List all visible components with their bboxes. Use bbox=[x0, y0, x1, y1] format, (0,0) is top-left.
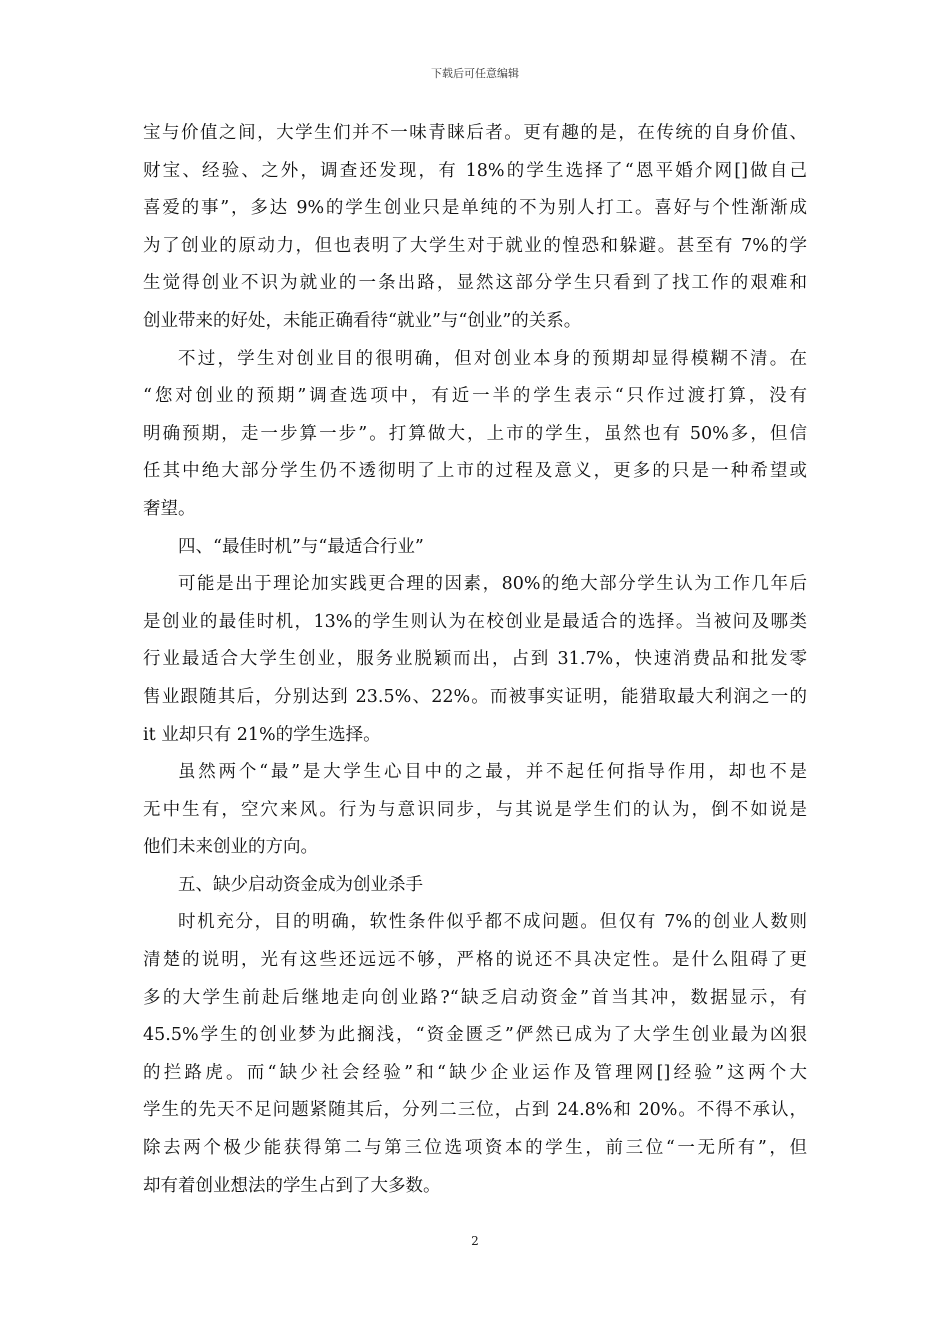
paragraph-line: 任其中绝大部分学生仍不透彻明了上市的过程及意义，更多的只是一种希望或 bbox=[143, 461, 807, 482]
document-body bbox=[143, 115, 807, 1205]
paragraph-line: 创业带来的好处，未能正确看待“就业”与“创业”的关系。 bbox=[143, 310, 582, 331]
paragraph-line: 45.5%学生的创业梦为此搁浅，“资金匮乏”俨然已成为了大学生创业最为凶狠 bbox=[143, 1025, 807, 1046]
paragraph-line: 财宝、经验、之外，调查还发现，有 18%的学生选择了“恩平婚介网[]做自己 bbox=[143, 160, 807, 181]
paragraph-line: 是创业的最佳时机，13%的学生则认为在校创业是最适合的选择。当被问及哪类 bbox=[143, 611, 807, 632]
paragraph-line: 时机充分，目的明确，软性条件似乎都不成问题。但仅有 7%的创业人数则 bbox=[178, 912, 807, 933]
paragraph-line: “您对创业的预期”调查选项中，有近一半的学生表示“只作过渡打算，没有 bbox=[143, 386, 807, 407]
paragraph-line: 虽然两个“最”是大学生心目中的之最，并不起任何指导作用，却也不是 bbox=[178, 762, 807, 783]
paragraph-line: 除去两个极少能获得第二与第三位选项资本的学生，前三位“一无所有”，但 bbox=[143, 1138, 807, 1159]
paragraph-line: 学生的先天不足问题紧随其后，分列二三位，占到 24.8%和 20%。不得不承认， bbox=[143, 1100, 807, 1121]
page-header: 下载后可任意编辑 bbox=[431, 67, 519, 80]
paragraph-line: 宝与价值之间，大学生们并不一味青睐后者。更有趣的是，在传统的自身价值、 bbox=[143, 123, 807, 143]
paragraph-line: 明确预期，走一步算一步”。打算做大，上市的学生，虽然也有 50%多，但信 bbox=[143, 423, 807, 444]
paragraph-line: 他们未来创业的方向。 bbox=[143, 837, 318, 858]
paragraph-line: 奢望。 bbox=[143, 498, 196, 519]
section-heading: 四、“最佳时机”与“最适合行业” bbox=[178, 536, 424, 557]
paragraph-line: 不过，学生对创业目的很明确，但对创业本身的预期却显得模糊不清。在 bbox=[178, 348, 807, 369]
paragraph-line: 无中生有，空穴来风。行为与意识同步，与其说是学生们的认为，倒不如说是 bbox=[143, 799, 807, 820]
paragraph-line: 多的大学生前赴后继地走向创业路?“缺乏启动资金”首当其冲，数据显示，有 bbox=[143, 987, 807, 1008]
paragraph-line: 喜爱的事”，多达 9%的学生创业只是单纯的不为别人打工。喜好与个性渐渐成 bbox=[143, 198, 807, 219]
paragraph-line: 可能是出于理论加实践更合理的因素，80%的绝大部分学生认为工作几年后 bbox=[178, 574, 807, 595]
page-number: 2 bbox=[471, 1234, 479, 1248]
paragraph-line: 为了创业的原动力，但也表明了大学生对于就业的惶恐和躲避。甚至有 7%的学 bbox=[143, 235, 807, 256]
paragraph-line: 行业最适合大学生创业，服务业脱颖而出，占到 31.7%，快速消费品和批发零 bbox=[143, 649, 807, 670]
paragraph-line: 清楚的说明，光有这些还远远不够，严格的说还不具决定性。是什么阻碍了更 bbox=[143, 950, 807, 971]
paragraph-line: it 业却只有 21%的学生选择。 bbox=[143, 724, 381, 745]
paragraph-line: 却有着创业想法的学生占到了大多数。 bbox=[143, 1175, 441, 1196]
paragraph-line: 售业跟随其后，分别达到 23.5%、22%。而被事实证明，能猎取最大利润之一的 bbox=[143, 686, 807, 707]
section-heading: 五、缺少启动资金成为创业杀手 bbox=[178, 874, 423, 895]
paragraph-line: 的拦路虎。而“缺少社会经验”和“缺少企业运作及管理网[]经验”这两个大 bbox=[143, 1062, 807, 1083]
paragraph-line: 生觉得创业不识为就业的一条出路，显然这部分学生只看到了找工作的艰难和 bbox=[143, 273, 807, 294]
